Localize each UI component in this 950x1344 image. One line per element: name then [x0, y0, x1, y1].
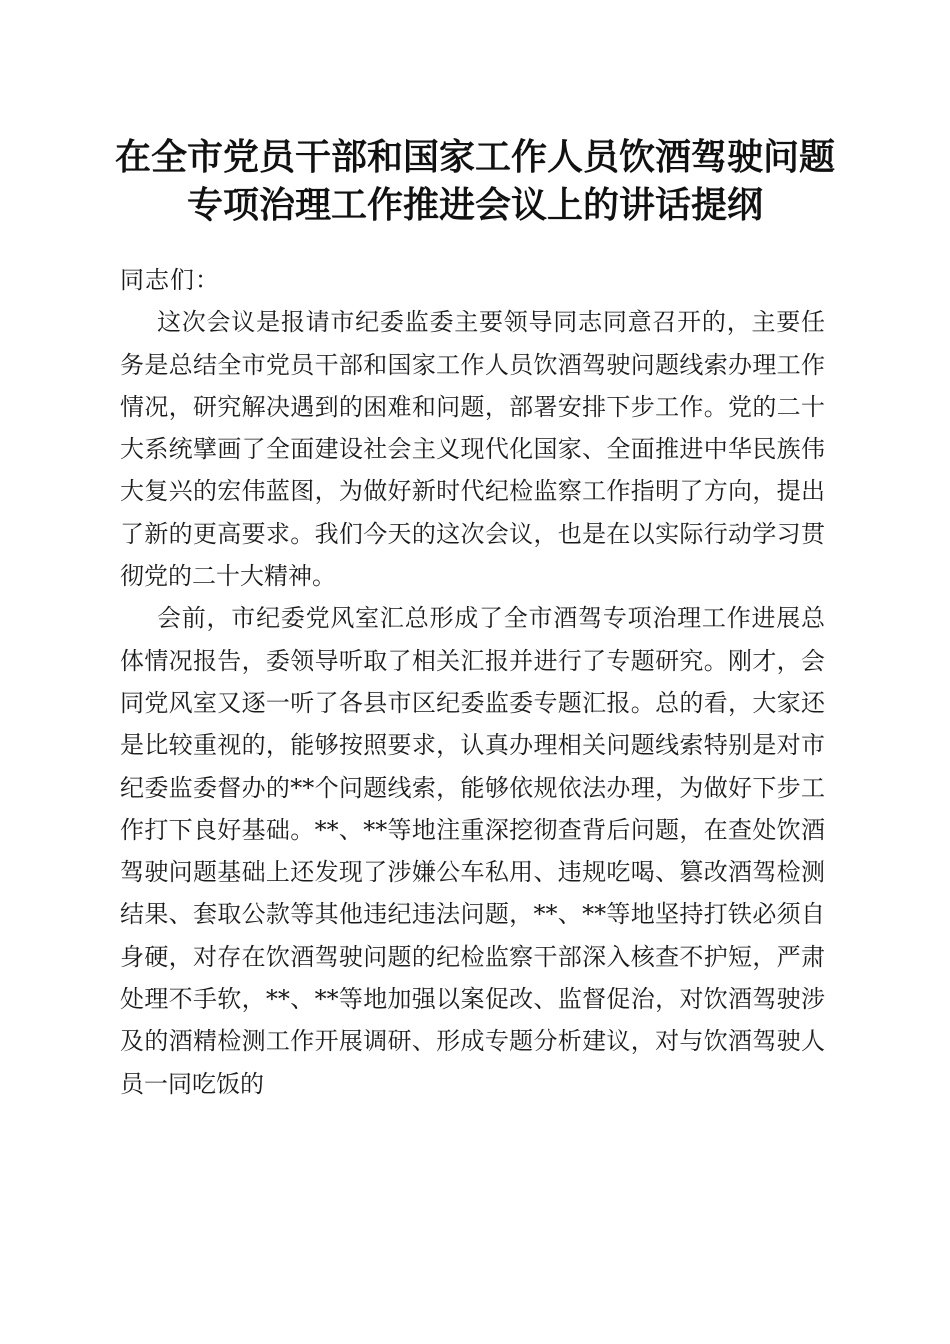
document-title [100, 133, 850, 229]
title-line-2: 专项治理工作推进会议上的讲话提纲 [186, 184, 763, 226]
title-line-1: 在全市党员干部和国家工作人员饮酒驾驶问题 [114, 136, 835, 178]
document-body [120, 259, 825, 1105]
paragraph-1: 这次会议是报请市纪委监委主要领导同志同意召开的，主要任务是总结全市党员干部和国家工作人员饮酒驾驶问题线索办理工作情况，研究解决遇到的困难和问题，部署安排下步工作。党的二十大系统擘画了全面建设社会主义现代化国家、全面推进中华民族伟大复兴的宏伟蓝图，为做好新时代纪检监察工作指明了方向，提出了新的更高要求。我们今天的这次会议，也是在以实际行动学习贯彻党的二十大精神。 [120, 308, 825, 591]
greeting: 同志们： [120, 266, 220, 294]
paragraph-2: 会前，市纪委党风室汇总形成了全市酒驾专项治理工作进展总体情况报告，委领导听取了相关汇报并进行了专题研究。刚才，会同党风室又逐一听了各县市区纪委监委专题汇报。总的看，大家还是比较重视的，能够按照要求，认真办理相关问题线索特别是对市纪委监委督办的**个问题线索，能够依规依法办理，为做好下步工作打下良好基础。**、**等地注重深挖彻查背后问题，在查处饮酒驾驶问题基础上还发现了涉嫌公车私用、违规吃喝、篡改酒驾检测结果、套取公款等其他违纪违法问题，**、**等地坚持打铁必须自身硬，对存在饮酒驾驶问题的纪检监察干部深入核查不护短，严肃处理不手软，**、**等地加强以案促改、监督促治，对饮酒驾驶涉及的酒精检测工作开展调研、形成专题分析建议，对与饮酒驾驶人员一同吃饭的 [120, 604, 825, 1098]
